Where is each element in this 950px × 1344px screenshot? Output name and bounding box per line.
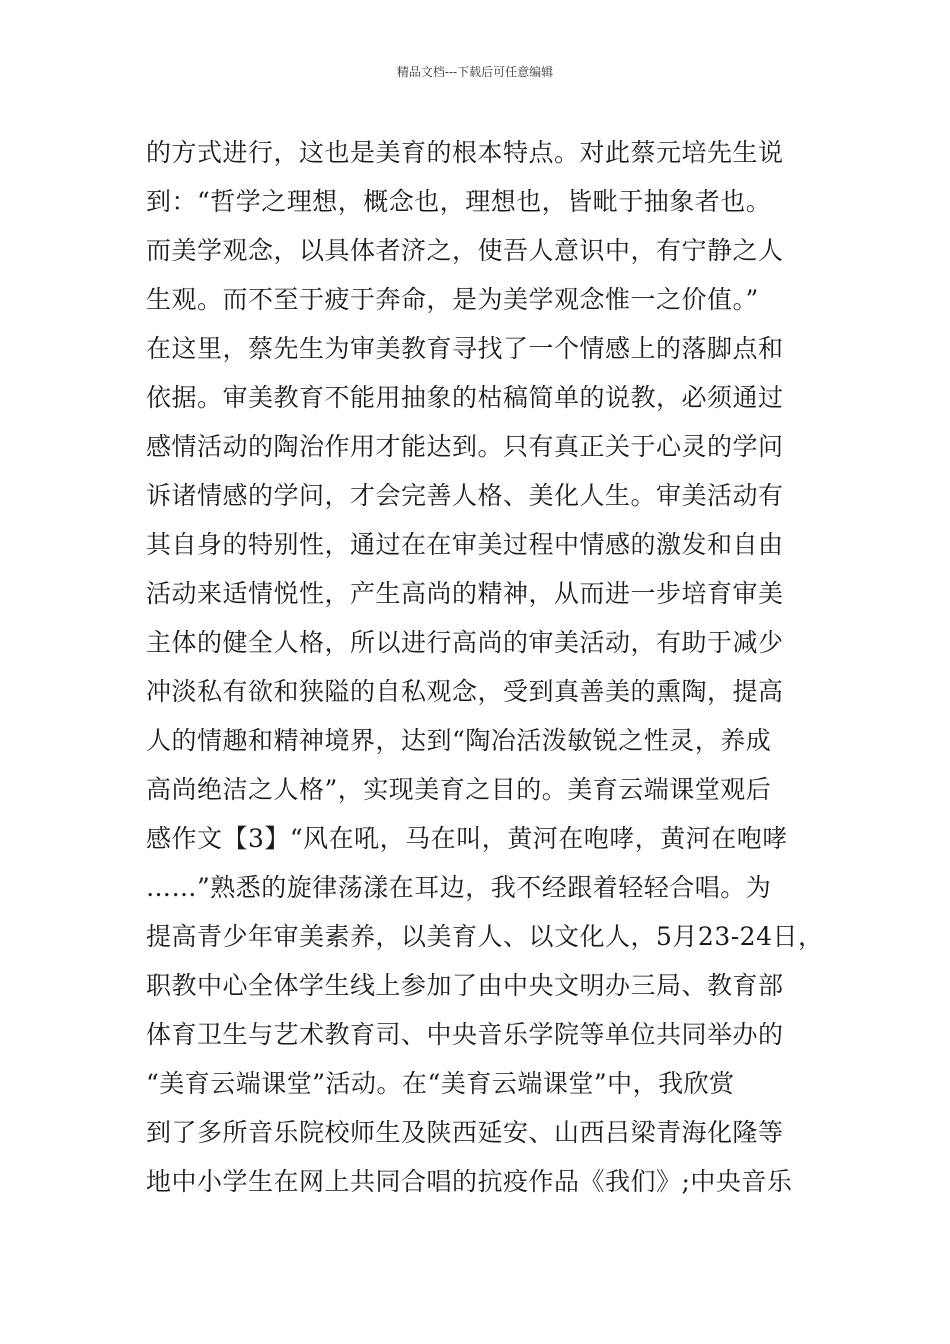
- text-line: 诉诸情感的学问，才会完善人格、美化人生。审美活动有: [146, 481, 784, 510]
- text-line: 活动来适情悦性，产生高尚的精神，从而进一步培育审美: [146, 579, 784, 608]
- text-line: 到了多所音乐院校师生及陕西延安、山西吕梁青海化隆等: [146, 1118, 784, 1147]
- text-line: 冲淡私有欲和狭隘的自私观念，受到真善美的熏陶，提高: [146, 677, 784, 706]
- text-line: 而美学观念，以具体者济之，使吾人意识中，有宁静之人: [146, 236, 784, 265]
- text-line: 依据。审美教育不能用抽象的枯稿简单的说教，必须通过: [146, 383, 784, 412]
- text-line: 职教中心全体学生线上参加了由中央文明办三局、教育部: [146, 971, 784, 1000]
- text-line: 其自身的特别性，通过在在审美过程中情感的激发和自由: [146, 530, 784, 559]
- text-line: 高尚绝洁之人格”，实现美育之目的。美育云端课堂观后: [146, 775, 772, 804]
- text-line: 感情活动的陶治作用才能达到。只有真正关于心灵的学问: [146, 432, 784, 461]
- text-line: 的方式进行，这也是美育的根本特点。对此蔡元培先生说: [146, 138, 784, 167]
- text-line: ……”熟悉的旋律荡漾在耳边，我不经跟着轻轻合唱。为: [146, 873, 772, 902]
- text-line: 在这里，蔡先生为审美教育寻找了一个情感上的落脚点和: [146, 334, 784, 363]
- page-header: 精品文档---下载后可任意编辑: [396, 65, 554, 79]
- text-line: 感作文【3】“风在吼，马在叫，黄河在咆哮，黄河在咆哮: [146, 824, 788, 853]
- text-line: 主体的健全人格，所以进行高尚的审美活动，有助于减少: [146, 628, 784, 657]
- text-line: 人的情趣和精神境界，达到“陶冶活泼敏锐之性灵，养成: [146, 726, 772, 755]
- text-line: 地中小学生在网上共同合唱的抗疫作品《我们》;中央音乐: [146, 1167, 793, 1196]
- text-line: 提高青少年审美素养，以美育人、以文化人，5月23-24日，: [146, 922, 824, 951]
- text-line: 生观。而不至于疲于奔命，是为美学观念惟一之价值。”: [146, 285, 759, 314]
- text-line: “美育云端课堂”活动。在“美育云端课堂”中，我欣赏: [146, 1069, 735, 1098]
- text-line: 到：“哲学之理想，概念也，理想也，皆毗于抽象者也。: [146, 187, 772, 216]
- text-line: 体育卫生与艺术教育司、中央音乐学院等单位共同举办的: [146, 1020, 784, 1049]
- document-body: [146, 128, 826, 1206]
